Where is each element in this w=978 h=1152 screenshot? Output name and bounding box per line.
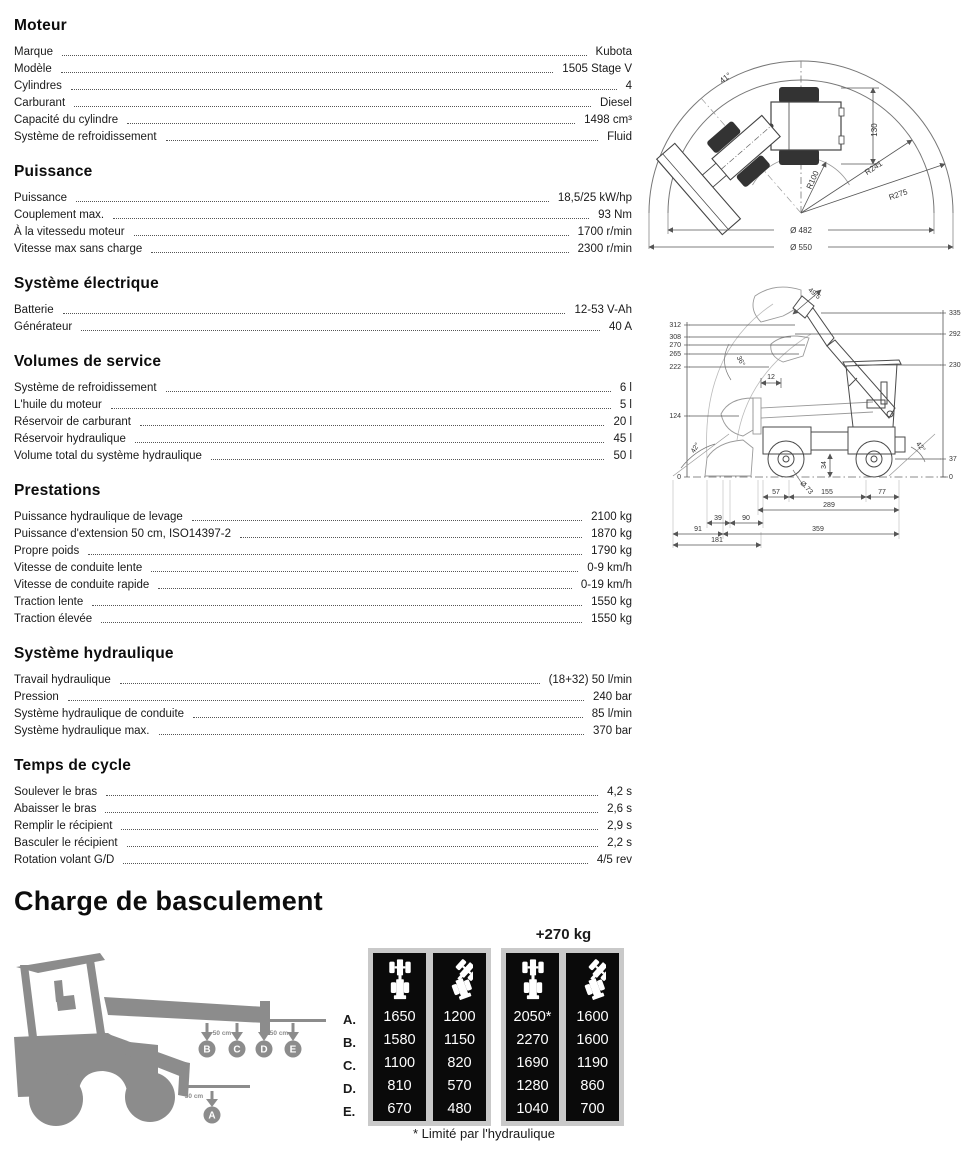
spec-label: Système hydraulique de conduite bbox=[14, 708, 185, 720]
spec-value: 1700 r/min bbox=[577, 226, 632, 238]
section-title: Prestations bbox=[14, 482, 101, 499]
spec-label: Traction élevée bbox=[14, 613, 93, 625]
dim-diameter-inner: Ø 482 bbox=[790, 226, 812, 235]
section-title: Système électrique bbox=[14, 275, 159, 292]
dim-radius-inner: R241 bbox=[863, 158, 885, 177]
spec-row bbox=[14, 111, 632, 128]
column-straight bbox=[506, 953, 559, 1121]
spec-value: 18,5/25 kW/hp bbox=[557, 192, 632, 204]
dim-length: 90 bbox=[742, 515, 750, 522]
spec-label: Puissance bbox=[14, 192, 68, 204]
row-label: B. bbox=[343, 1035, 356, 1050]
spec-value: 240 bar bbox=[592, 691, 632, 703]
dim-height: 335 bbox=[949, 310, 961, 317]
spec-label: Cylindres bbox=[14, 80, 62, 92]
dim-reach: 12 bbox=[767, 374, 775, 381]
section-temps-de-cycle bbox=[14, 756, 632, 868]
spec-label: Réservoir hydraulique bbox=[14, 433, 126, 445]
dim-height: 265 bbox=[669, 351, 681, 358]
loader-side-view bbox=[763, 296, 905, 477]
dim-radius-outer: R275 bbox=[887, 187, 909, 203]
dim-height: 0 bbox=[949, 474, 953, 481]
ballast-label: +270 kg bbox=[535, 926, 592, 943]
dotted-leader bbox=[193, 717, 583, 718]
section-title: Système hydraulique bbox=[14, 645, 174, 662]
spec-value: 85 l/min bbox=[591, 708, 632, 720]
spec-label: Système de refroidissement bbox=[14, 382, 157, 394]
spec-row bbox=[14, 851, 632, 868]
section-systeme-electrique bbox=[14, 274, 632, 335]
loader-top-view-rear bbox=[769, 87, 845, 165]
spec-row bbox=[14, 60, 632, 77]
point-label-a: A bbox=[208, 1110, 216, 1122]
spec-value: 5 l bbox=[619, 399, 632, 411]
spec-label: Couplement max. bbox=[14, 209, 105, 221]
point-label-e: E bbox=[289, 1044, 297, 1056]
machine-straight-icon bbox=[387, 953, 413, 1006]
side-view-drawing bbox=[643, 282, 978, 570]
distance-label: 50 cm bbox=[269, 1030, 289, 1037]
table-cell: 820 bbox=[447, 1055, 472, 1071]
dim-height: 312 bbox=[669, 322, 681, 329]
spec-label: Système de refroidissement bbox=[14, 131, 157, 143]
table-cell: 570 bbox=[447, 1078, 472, 1094]
spec-value: Fluid bbox=[607, 131, 632, 143]
column-articulated bbox=[433, 953, 486, 1121]
spec-value: (18+32) 50 l/min bbox=[548, 674, 632, 686]
dotted-leader bbox=[166, 391, 611, 392]
dotted-leader bbox=[71, 89, 617, 90]
table-cell: 1200 bbox=[443, 1009, 476, 1025]
dotted-leader bbox=[134, 235, 569, 236]
spec-value: 2,2 s bbox=[607, 837, 632, 849]
dotted-leader bbox=[68, 700, 584, 701]
table-footnote: * Limité par l'hydraulique bbox=[413, 1126, 555, 1141]
spec-row bbox=[14, 43, 632, 60]
spec-value: 1505 Stage V bbox=[562, 63, 632, 75]
spec-row bbox=[14, 240, 632, 257]
table-group-ballast bbox=[501, 948, 624, 1126]
dim-height: 124 bbox=[669, 413, 681, 420]
spec-label: Générateur bbox=[14, 321, 73, 333]
dotted-leader bbox=[159, 734, 584, 735]
spec-label: Puissance d'extension 50 cm, ISO14397-2 bbox=[14, 528, 231, 540]
table-row-labels bbox=[343, 948, 368, 1126]
spec-row bbox=[14, 688, 632, 705]
spec-row bbox=[14, 559, 632, 576]
spec-row bbox=[14, 413, 632, 430]
dim-dump-angle: 36° bbox=[734, 354, 746, 368]
table-cell: 1690 bbox=[516, 1055, 549, 1071]
table-cell: 860 bbox=[580, 1078, 605, 1094]
spec-label: Vitesse de conduite lente bbox=[14, 562, 143, 574]
spec-label: Abaisser le bras bbox=[14, 803, 97, 815]
table-cell: 1580 bbox=[383, 1032, 416, 1048]
spec-row bbox=[14, 77, 632, 94]
tipping-load-table bbox=[343, 926, 625, 1126]
dim-length: 289 bbox=[823, 502, 835, 509]
table-cell: 2270 bbox=[516, 1032, 549, 1048]
table-cell: 1600 bbox=[576, 1032, 609, 1048]
dotted-leader bbox=[74, 106, 591, 107]
spec-row bbox=[14, 783, 632, 800]
spec-value: 40 A bbox=[608, 321, 632, 333]
dotted-leader bbox=[113, 218, 589, 219]
table-cell: 1190 bbox=[576, 1055, 609, 1071]
dim-length: 57 bbox=[772, 489, 780, 496]
spec-label: Travail hydraulique bbox=[14, 674, 111, 686]
spec-label: Capacité du cylindre bbox=[14, 114, 119, 126]
spec-label: Propre poids bbox=[14, 545, 80, 557]
spec-label: Volume total du système hydraulique bbox=[14, 450, 202, 462]
spec-value: 2,6 s bbox=[607, 803, 632, 815]
dim-length: 91 bbox=[694, 526, 702, 533]
machine-straight-icon bbox=[520, 953, 546, 1006]
table-cell: 1100 bbox=[383, 1055, 416, 1071]
spec-row bbox=[14, 206, 632, 223]
spec-value: 370 bar bbox=[592, 725, 632, 737]
section-moteur bbox=[14, 16, 632, 145]
dotted-leader bbox=[127, 846, 599, 847]
spec-value: 2300 r/min bbox=[577, 243, 632, 255]
spec-value: 1790 kg bbox=[591, 545, 632, 557]
dim-radius-bucket: R100 bbox=[804, 169, 821, 191]
spec-label: Pression bbox=[14, 691, 59, 703]
section-title: Moteur bbox=[14, 17, 67, 34]
spec-row bbox=[14, 525, 632, 542]
distance-label: 50 cm bbox=[184, 1093, 204, 1100]
spec-label: Basculer le récipient bbox=[14, 837, 118, 849]
table-cell: 1600 bbox=[576, 1009, 609, 1025]
spacer bbox=[343, 926, 502, 946]
spec-label: Marque bbox=[14, 46, 53, 58]
dotted-leader bbox=[127, 123, 575, 124]
dim-height: 308 bbox=[669, 334, 681, 341]
row-label: D. bbox=[343, 1081, 356, 1096]
spec-label: Traction lente bbox=[14, 596, 84, 608]
dim-length: 77 bbox=[878, 489, 886, 496]
table-cell: 480 bbox=[447, 1101, 472, 1117]
spec-row bbox=[14, 379, 632, 396]
spec-label: Vitesse max sans charge bbox=[14, 243, 143, 255]
spec-label: À la vitessedu moteur bbox=[14, 226, 125, 238]
spec-label: Batterie bbox=[14, 304, 54, 316]
page-title: Charge de basculement bbox=[14, 886, 323, 916]
dim-departure-angle: 42° bbox=[914, 440, 927, 454]
dim-bucket-width: 49.5 bbox=[806, 286, 822, 301]
spec-value: 45 l bbox=[613, 433, 632, 445]
table-cell: 1650 bbox=[383, 1009, 416, 1025]
spec-row bbox=[14, 396, 632, 413]
spec-value: 2,9 s bbox=[607, 820, 632, 832]
table-cell: 1150 bbox=[443, 1032, 476, 1048]
dim-height: 222 bbox=[669, 364, 681, 371]
spec-label: Remplir le récipient bbox=[14, 820, 113, 832]
spec-row bbox=[14, 834, 632, 851]
spec-value: Diesel bbox=[600, 97, 632, 109]
spec-row bbox=[14, 447, 632, 464]
section-title: Temps de cycle bbox=[14, 757, 132, 774]
spec-row bbox=[14, 576, 632, 593]
section-title: Volumes de service bbox=[14, 353, 162, 370]
spec-row bbox=[14, 817, 632, 834]
spec-value: 4,2 s bbox=[607, 786, 632, 798]
dotted-leader bbox=[166, 140, 599, 141]
distance-label: 50 cm bbox=[212, 1030, 232, 1037]
spec-label: Rotation volant G/D bbox=[14, 854, 115, 866]
dotted-leader bbox=[151, 252, 568, 253]
dotted-leader bbox=[61, 72, 554, 73]
column-straight bbox=[373, 953, 426, 1121]
dotted-leader bbox=[135, 442, 605, 443]
table-cell: 1280 bbox=[516, 1078, 549, 1094]
point-label-c: C bbox=[233, 1044, 241, 1056]
spec-value: 1550 kg bbox=[591, 613, 632, 625]
spec-value: 2100 kg bbox=[591, 511, 632, 523]
dotted-leader bbox=[121, 829, 598, 830]
spec-row bbox=[14, 722, 632, 739]
column-articulated bbox=[566, 953, 619, 1121]
table-cell: 2050* bbox=[513, 1009, 552, 1025]
machine-articulated-icon bbox=[580, 953, 606, 1006]
spec-row bbox=[14, 318, 632, 335]
spec-value: 1550 kg bbox=[591, 596, 632, 608]
dotted-leader bbox=[92, 605, 582, 606]
dim-track-width: 130 bbox=[870, 123, 879, 137]
spec-label: Puissance hydraulique de levage bbox=[14, 511, 183, 523]
dotted-leader bbox=[76, 201, 549, 202]
spec-value: 0-19 km/h bbox=[580, 579, 632, 591]
dim-length: 181 bbox=[711, 537, 723, 544]
dotted-leader bbox=[123, 863, 587, 864]
table-group-standard bbox=[368, 948, 491, 1126]
table-cell: 670 bbox=[387, 1101, 412, 1117]
dim-length: 39 bbox=[714, 515, 722, 522]
spec-row bbox=[14, 94, 632, 111]
spec-row bbox=[14, 508, 632, 525]
spec-value: 4 bbox=[625, 80, 632, 92]
spec-row bbox=[14, 430, 632, 447]
dim-height: 230 bbox=[949, 362, 961, 369]
dotted-leader bbox=[120, 683, 540, 684]
spec-value: 0-9 km/h bbox=[587, 562, 632, 574]
dim-height: 270 bbox=[669, 342, 681, 349]
section-title: Puissance bbox=[14, 163, 93, 180]
dotted-leader bbox=[105, 812, 598, 813]
spec-column bbox=[14, 16, 632, 885]
spec-row bbox=[14, 610, 632, 627]
table-cell: 700 bbox=[580, 1101, 605, 1117]
spec-label: L'huile du moteur bbox=[14, 399, 102, 411]
section-systeme-hydraulique bbox=[14, 644, 632, 739]
dim-length: 359 bbox=[812, 526, 824, 533]
dotted-leader bbox=[192, 520, 582, 521]
dim-diameter-outer: Ø 550 bbox=[790, 243, 812, 252]
dim-height: 37 bbox=[949, 456, 957, 463]
dim-height: 0 bbox=[677, 474, 681, 481]
spec-value: 12-53 V-Ah bbox=[574, 304, 632, 316]
table-cell: 810 bbox=[387, 1078, 412, 1094]
spec-value: 20 l bbox=[613, 416, 632, 428]
spec-value: 6 l bbox=[619, 382, 632, 394]
spec-value: Kubota bbox=[595, 46, 632, 58]
spec-value: 93 Nm bbox=[598, 209, 632, 221]
dim-height: 292 bbox=[949, 331, 961, 338]
row-label: E. bbox=[343, 1104, 356, 1119]
spec-label: Soulever le bras bbox=[14, 786, 98, 798]
spec-row bbox=[14, 128, 632, 145]
dim-clearance: 34 bbox=[821, 461, 828, 469]
spec-row bbox=[14, 223, 632, 240]
dotted-leader bbox=[63, 313, 566, 314]
dotted-leader bbox=[240, 537, 582, 538]
section-puissance bbox=[14, 162, 632, 257]
dotted-leader bbox=[151, 571, 578, 572]
dim-articulation-angle: 41° bbox=[717, 70, 734, 86]
spec-value: 50 l bbox=[613, 450, 632, 462]
spec-row bbox=[14, 593, 632, 610]
spec-row bbox=[14, 542, 632, 559]
loader-silhouette bbox=[14, 953, 326, 1126]
spec-row bbox=[14, 189, 632, 206]
point-label-b: B bbox=[203, 1044, 211, 1056]
spec-value: 1498 cm³ bbox=[584, 114, 632, 126]
section-volumes-de-service bbox=[14, 352, 632, 464]
dotted-leader bbox=[101, 622, 582, 623]
row-label: A. bbox=[343, 1012, 356, 1027]
dim-length: 155 bbox=[821, 489, 833, 496]
table-cell: 1040 bbox=[516, 1101, 549, 1117]
dim-wheel-diameter: Ø 73 bbox=[798, 480, 814, 496]
spec-value: 4/5 rev bbox=[596, 854, 632, 866]
dim-rollback-angle: 42° bbox=[689, 441, 702, 455]
dotted-leader bbox=[211, 459, 605, 460]
dotted-leader bbox=[158, 588, 572, 589]
point-label-d: D bbox=[260, 1044, 268, 1056]
dotted-leader bbox=[88, 554, 582, 555]
dotted-leader bbox=[140, 425, 604, 426]
spec-row bbox=[14, 705, 632, 722]
section-prestations bbox=[14, 481, 632, 627]
dotted-leader bbox=[111, 408, 611, 409]
spec-label: Vitesse de conduite rapide bbox=[14, 579, 150, 591]
spec-label: Système hydraulique max. bbox=[14, 725, 150, 737]
spec-label: Réservoir de carburant bbox=[14, 416, 131, 428]
spec-label: Carburant bbox=[14, 97, 66, 109]
spec-row bbox=[14, 800, 632, 817]
dotted-leader bbox=[62, 55, 587, 56]
machine-articulated-icon bbox=[447, 953, 473, 1006]
spec-value: 1870 kg bbox=[591, 528, 632, 540]
spec-label: Modèle bbox=[14, 63, 52, 75]
tipping-load-diagram bbox=[8, 945, 338, 1150]
dotted-leader bbox=[81, 330, 600, 331]
turning-radius-drawing bbox=[643, 48, 978, 260]
spec-row bbox=[14, 671, 632, 688]
spec-row bbox=[14, 301, 632, 318]
dotted-leader bbox=[106, 795, 598, 796]
row-label: C. bbox=[343, 1058, 356, 1073]
